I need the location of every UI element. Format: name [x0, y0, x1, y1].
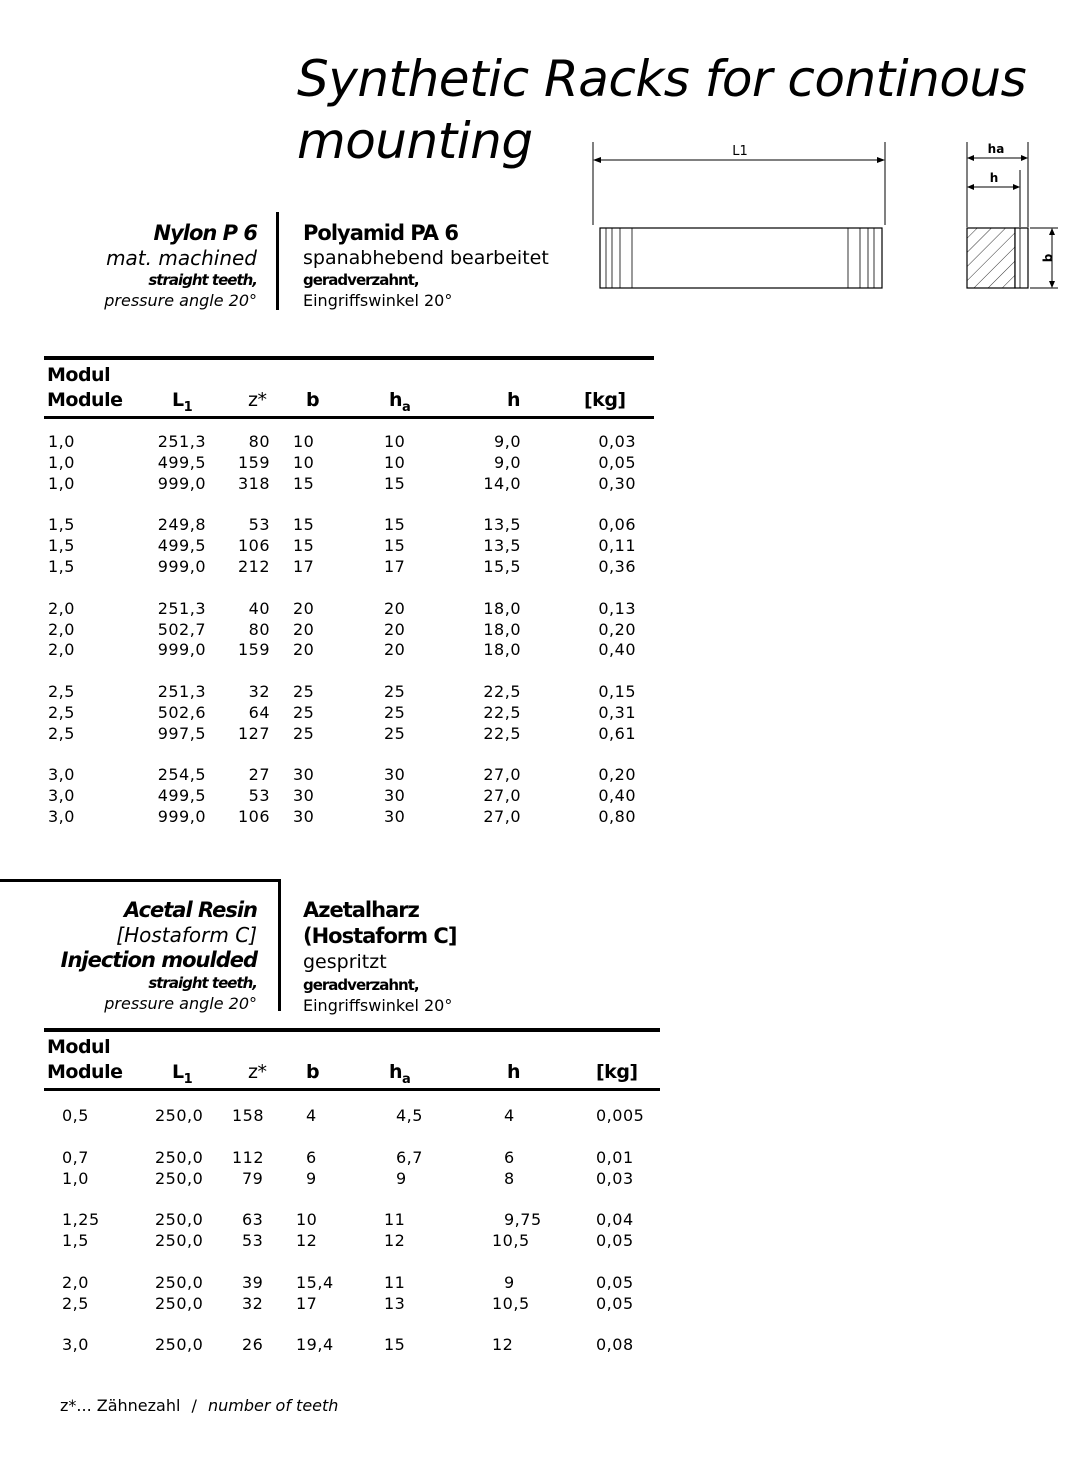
table2-top-rule [44, 1028, 660, 1032]
table1-cell: 15 [293, 536, 315, 555]
table1-cell: 53 [248, 515, 270, 534]
table1-cell: 1,0 [48, 474, 75, 493]
polyamid-pressure-angle: Eingriffswinkel 20° [303, 291, 453, 310]
table1-cell: 999,0 [157, 474, 206, 493]
acetal-top-rule [0, 879, 280, 882]
table1-cell: 40 [248, 599, 270, 618]
table2-cell: 0,05 [596, 1231, 634, 1250]
table2-cell: 0,01 [596, 1148, 634, 1167]
acetal-info-de [303, 897, 456, 1016]
table1-cell: 249,8 [157, 515, 206, 534]
table2-header-kg: [kg] [596, 1061, 638, 1083]
table1-header-b: b [306, 389, 320, 411]
footnote-de: z*... Zähnezahl [60, 1396, 181, 1415]
table2-cell: 15,4 [296, 1273, 334, 1292]
nylon-name: Nylon P 6 [153, 221, 257, 245]
nylon-info-de [303, 220, 549, 311]
table1-cell: 0,31 [598, 703, 636, 722]
table1-cell: 127 [237, 724, 270, 743]
polyamid-teeth: geradverzahnt, [303, 271, 419, 289]
acetal-name: Acetal Resin [123, 898, 257, 922]
table2-cell: 0,05 [596, 1294, 634, 1313]
table1-cell: 25 [384, 703, 406, 722]
table1-cell: 999,0 [157, 640, 206, 659]
table1-cell: 13,5 [483, 536, 521, 555]
nylon-processing: mat. machined [106, 246, 257, 270]
azetalharz-brand: (Hostaform C] [303, 924, 457, 948]
table2-cell: 1,5 [62, 1231, 89, 1250]
nylon-info-en [17, 220, 257, 311]
table2-cell: 13 [384, 1294, 406, 1313]
table1-cell: 251,3 [157, 599, 206, 618]
table1-cell: 20 [384, 599, 406, 618]
table2-cell: 0,08 [596, 1335, 634, 1354]
table1-cell: 502,6 [157, 703, 206, 722]
table2-cell: 63 [242, 1210, 264, 1229]
table1-cell: 0,36 [598, 557, 636, 576]
table2-cell: 4 [504, 1106, 515, 1125]
table1-cell: 2,5 [48, 682, 75, 701]
table1-cell: 2,0 [48, 640, 75, 659]
azetalharz-name: Azetalharz [303, 898, 419, 922]
table1-cell: 999,0 [157, 807, 206, 826]
acetal-divider [278, 879, 281, 1011]
table1-cell: 25 [384, 724, 406, 743]
table1-cell: 2,0 [48, 599, 75, 618]
table1-cell: 10 [384, 432, 406, 451]
table2-cell: 6 [504, 1148, 515, 1167]
table1-cell: 1,0 [48, 453, 75, 472]
table1-header-l1: $L_1$ [172, 389, 193, 415]
table1-cell: 0,80 [598, 807, 636, 826]
table2-cell: 250,0 [155, 1273, 204, 1292]
table1-top-rule [44, 356, 654, 360]
table1-cell: 3,0 [48, 786, 75, 805]
table1-cell: 159 [237, 640, 270, 659]
title-line-1: Synthetic Racks for continous [297, 50, 1027, 108]
table1-cell: 254,5 [157, 765, 206, 784]
table2-cell: 15 [384, 1335, 406, 1354]
table1-cell: 0,03 [598, 432, 636, 451]
table1-cell: 0,11 [598, 536, 636, 555]
l1-dimension-label: L1 [732, 144, 748, 159]
footnote [60, 1396, 338, 1415]
table2-cell: 4,5 [396, 1106, 423, 1125]
table2-cell: 0,03 [596, 1169, 634, 1188]
table1-cell: 20 [384, 620, 406, 639]
table1-cell: 10 [293, 453, 315, 472]
table1-cell: 30 [293, 786, 315, 805]
table1-cell: 997,5 [157, 724, 206, 743]
table1-cell: 499,5 [157, 786, 206, 805]
table2-cell: 8 [504, 1169, 515, 1188]
table2-cell: 9 [504, 1273, 515, 1292]
table1-cell: 10 [384, 453, 406, 472]
table2-cell: 1,25 [62, 1210, 100, 1229]
table2-cell: 250,0 [155, 1294, 204, 1313]
table1-cell: 14,0 [483, 474, 521, 493]
table1-cell: 30 [384, 765, 406, 784]
table2-cell: 0,7 [62, 1148, 89, 1167]
table2-cell: 0,05 [596, 1273, 634, 1292]
table2-cell: 11 [384, 1273, 406, 1292]
table1-header-h: h [507, 389, 521, 411]
table2-cell: 2,0 [62, 1273, 89, 1292]
title-line-2: mounting [297, 112, 533, 170]
table2-cell: 79 [242, 1169, 264, 1188]
nylon-divider [276, 212, 279, 310]
table2-cell: 158 [232, 1106, 265, 1125]
table1-cell: 18,0 [483, 640, 521, 659]
table2-cell: 250,0 [155, 1335, 204, 1354]
table1-cell: 20 [384, 640, 406, 659]
table1-cell: 0,13 [598, 599, 636, 618]
table1-cell: 0,20 [598, 620, 636, 639]
table1-cell: 10 [293, 432, 315, 451]
table1-cell: 17 [293, 557, 315, 576]
table1-cell: 22,5 [483, 724, 521, 743]
table2-cell: 9 [306, 1169, 317, 1188]
table2-cell: 1,0 [62, 1169, 89, 1188]
table1-cell: 0,15 [598, 682, 636, 701]
table1-header-z: z* [248, 389, 267, 411]
table2-cell: 9 [396, 1169, 407, 1188]
table1-cell: 502,7 [157, 620, 206, 639]
table1-cell: 159 [237, 453, 270, 472]
table2-header-modul: Modul [47, 1036, 111, 1058]
footnote-separator: / [191, 1396, 197, 1415]
table1-cell: 15,5 [483, 557, 521, 576]
acetal-teeth: straight teeth, [148, 974, 257, 992]
table1-cell: 25 [293, 703, 315, 722]
table1-cell: 25 [384, 682, 406, 701]
table1-cell: 15 [293, 474, 315, 493]
table1-cell: 318 [237, 474, 270, 493]
table1-cell: 1,5 [48, 515, 75, 534]
table1-cell: 1,5 [48, 557, 75, 576]
polyamid-processing: spanabhebend bearbeitet [303, 247, 549, 269]
table2-header-l1: $L_1$ [172, 1061, 193, 1087]
table2-cell: 39 [242, 1273, 264, 1292]
table1-cell: 80 [248, 620, 270, 639]
table1-cell: 30 [293, 765, 315, 784]
table1-header-ha: $h_a$ [389, 389, 411, 415]
polyamid-name: Polyamid PA 6 [303, 221, 458, 245]
table1-cell: 80 [248, 432, 270, 451]
table1-header-rule [44, 416, 654, 419]
table2-header-module: Module [47, 1061, 123, 1083]
table1-cell: 106 [237, 536, 270, 555]
table2-header-b: b [306, 1061, 320, 1083]
table1-cell: 18,0 [483, 620, 521, 639]
table1-cell: 999,0 [157, 557, 206, 576]
azetalharz-processing: gespritzt [303, 951, 387, 973]
table2-cell: 250,0 [155, 1106, 204, 1125]
table1-cell: 27,0 [483, 765, 521, 784]
table1-cell: 2,5 [48, 724, 75, 743]
table1-cell: 0,61 [598, 724, 636, 743]
table1-cell: 18,0 [483, 599, 521, 618]
table2-header-rule [44, 1088, 660, 1091]
table1-cell: 0,20 [598, 765, 636, 784]
table2-cell: 26 [242, 1335, 264, 1354]
table2-cell: 250,0 [155, 1231, 204, 1250]
table1-cell: 2,5 [48, 703, 75, 722]
b-dimension-label: b [1041, 253, 1055, 263]
table2-header-ha: $h_a$ [389, 1061, 411, 1087]
ha-dimension-label: ha [987, 142, 1005, 156]
table2-cell: 0,005 [596, 1106, 645, 1125]
table1-cell: 1,5 [48, 536, 75, 555]
table1-cell: 0,05 [598, 453, 636, 472]
table1-cell: 0,06 [598, 515, 636, 534]
table1-cell: 1,0 [48, 432, 75, 451]
table1-cell: 27,0 [483, 786, 521, 805]
table2-cell: 112 [232, 1148, 265, 1167]
table2-cell: 12 [296, 1231, 318, 1250]
table1-cell: 106 [237, 807, 270, 826]
table1-cell: 15 [293, 515, 315, 534]
table2-header-h: h [507, 1061, 521, 1083]
table2-cell: 0,04 [596, 1210, 634, 1229]
table2-cell: 19,4 [296, 1335, 334, 1354]
table1-cell: 20 [293, 620, 315, 639]
table1-cell: 251,3 [157, 682, 206, 701]
table1-cell: 25 [293, 724, 315, 743]
table2-cell: 250,0 [155, 1169, 204, 1188]
table1-cell: 3,0 [48, 807, 75, 826]
table1-cell: 17 [384, 557, 406, 576]
table1-cell: 25 [293, 682, 315, 701]
table1-header-modul: Modul [47, 364, 111, 386]
table1-cell: 64 [248, 703, 270, 722]
table1-cell: 0,30 [598, 474, 636, 493]
table2-cell: 6 [306, 1148, 317, 1167]
table1-cell: 15 [384, 515, 406, 534]
table1-cell: 0,40 [598, 640, 636, 659]
table1-cell: 15 [384, 474, 406, 493]
table1-cell: 27,0 [483, 807, 521, 826]
table1-cell: 20 [293, 640, 315, 659]
table2-cell: 10,5 [492, 1294, 530, 1313]
table1-cell: 22,5 [483, 682, 521, 701]
azetalharz-pressure-angle: Eingriffswinkel 20° [303, 996, 453, 1015]
table1-cell: 13,5 [483, 515, 521, 534]
table1-cell: 20 [293, 599, 315, 618]
nylon-pressure-angle: pressure angle 20° [104, 291, 257, 310]
table2-cell: 2,5 [62, 1294, 89, 1313]
table1-header-module: Module [47, 389, 123, 411]
table2-cell: 9,75 [504, 1210, 542, 1229]
table1-cell: 15 [384, 536, 406, 555]
table1-cell: 499,5 [157, 536, 206, 555]
table2-cell: 6,7 [396, 1148, 423, 1167]
table2-cell: 17 [296, 1294, 318, 1313]
table1-cell: 30 [384, 786, 406, 805]
table1-cell: 53 [248, 786, 270, 805]
acetal-processing: Injection moulded [60, 948, 257, 972]
acetal-info-en [0, 897, 257, 1014]
table1-cell: 251,3 [157, 432, 206, 451]
table2-cell: 53 [242, 1231, 264, 1250]
table2-cell: 250,0 [155, 1148, 204, 1167]
acetal-pressure-angle: pressure angle 20° [104, 994, 257, 1013]
acetal-brand: [Hostaform C] [116, 923, 257, 947]
footnote-en: number of teeth [208, 1396, 339, 1415]
rack-diagram [580, 130, 1060, 305]
table1-cell: 499,5 [157, 453, 206, 472]
table1-cell: 3,0 [48, 765, 75, 784]
table1-header-kg: [kg] [584, 389, 626, 411]
table2-cell: 4 [306, 1106, 317, 1125]
table2-cell: 11 [384, 1210, 406, 1229]
table1-cell: 212 [237, 557, 270, 576]
table1-cell: 30 [293, 807, 315, 826]
table1-cell: 30 [384, 807, 406, 826]
table2-cell: 250,0 [155, 1210, 204, 1229]
table1-cell: 9,0 [494, 432, 521, 451]
h-dimension-label: h [989, 171, 999, 185]
table1-cell: 32 [248, 682, 270, 701]
table2-cell: 0,5 [62, 1106, 89, 1125]
table1-cell: 0,40 [598, 786, 636, 805]
table2-cell: 12 [492, 1335, 514, 1354]
table2-cell: 32 [242, 1294, 264, 1313]
table1-cell: 9,0 [494, 453, 521, 472]
table2-cell: 10,5 [492, 1231, 530, 1250]
nylon-teeth: straight teeth, [148, 271, 257, 289]
table1-cell: 27 [248, 765, 270, 784]
table2-cell: 3,0 [62, 1335, 89, 1354]
table2-header-z: z* [248, 1061, 267, 1083]
azetalharz-teeth: geradverzahnt, [303, 976, 419, 994]
table2-cell: 10 [296, 1210, 318, 1229]
table1-cell: 2,0 [48, 620, 75, 639]
table1-cell: 22,5 [483, 703, 521, 722]
table2-cell: 12 [384, 1231, 406, 1250]
